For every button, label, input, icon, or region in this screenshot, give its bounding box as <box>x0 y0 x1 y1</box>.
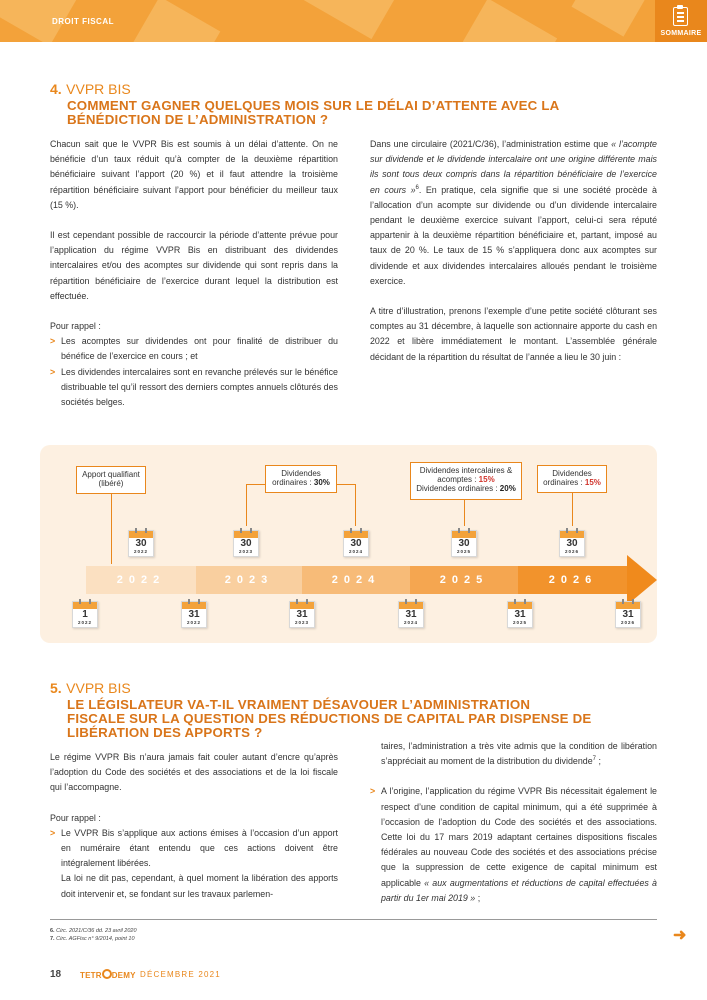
quote: « aux augmentations et réductions de capital effectuées à partir du 1er mai 2019 » <box>381 877 657 903</box>
section-title-line: FISCALE SUR LA QUESTION DES RÉDUCTIONS DE CAPITAL PAR DISPENSE DE <box>67 711 592 726</box>
logo-text: TETR <box>80 971 102 980</box>
chevron-right-icon: > <box>50 827 56 838</box>
calendar-icon <box>398 601 424 628</box>
header-decoration <box>463 0 557 42</box>
text-run: . En pratique, cela signifie que si une société procède à l’allocation d’un acompte sur dividende ou d’un dividende intercalaire pendant le deuxième exercice suivant l’apport, celui-ci sera réputé appartenir à la deuxième répartition bénéficiaire et, partant, imposé au taux de 20 %. Le taux de 15 % s’appliquera donc aux acomptes sur dividende et aux dividendes intercalaires alloués pendant le troisième exercice. <box>370 184 657 286</box>
section-number: 4. <box>50 81 62 97</box>
timeline-arrow-head <box>627 555 657 605</box>
list-item-text: Le VVPR Bis s’applique aux actions émises à l’occasion d’un apport en numéraire étant entendu que ces actions doivent être intégralement libérées. <box>61 827 338 869</box>
tetracademy-logo <box>80 969 136 980</box>
timeline-box-intercalaires <box>410 462 522 500</box>
timeline-box-text: Dividendes ordinaires : <box>416 484 498 493</box>
timeline-box-text: Dividendes ordinaires : <box>272 469 321 487</box>
paragraph: Le régime VVPR Bis n’aura jamais fait couler autant d’encre qu’après l’adoption du Code des sociétés et des associations et de la loi fiscale qui l’accompagne. <box>50 752 338 793</box>
footnote-ref[interactable]: 7 <box>592 756 596 763</box>
footnote-divider <box>50 919 657 920</box>
paragraph <box>370 739 657 769</box>
section-title-line: LIBÉRATION DES APPORTS ? <box>67 725 263 740</box>
calendar-icon <box>615 601 641 628</box>
calendar-icon <box>451 530 477 557</box>
section-title-line: BÉNÉDICTION DE L’ADMINISTRATION ? <box>67 112 329 127</box>
chevron-right-icon: > <box>370 786 376 797</box>
text-run: ; <box>596 756 601 767</box>
header-decoration <box>130 0 221 42</box>
header-decoration <box>572 0 649 37</box>
paragraph: Il est cependant possible de raccourcir la période d’attente prévue pour l’application du régime VVPR Bis en distribuant des dividendes intercalaires et/ou des acomptes sur dividende qui sont repris dans la répartition bénéficiaire de l’exercice durant lequel la distribution est effectuée. <box>50 230 338 301</box>
rate-value: 15% <box>478 475 495 484</box>
calendar-icon <box>559 530 585 557</box>
calendar-icon <box>233 530 259 557</box>
footnote-number: 6. <box>50 928 55 934</box>
calendar-year: 2022 <box>133 549 148 554</box>
calendar-icon <box>343 530 369 557</box>
section-kicker: VVPR BIS <box>66 680 131 696</box>
page-header <box>0 0 707 42</box>
header-decoration <box>294 0 397 39</box>
sommaire-button[interactable] <box>655 0 707 42</box>
clipboard-icon <box>673 7 688 26</box>
list-item-text: A l’origine, l’application du régime VVPR Bis nécessitait également le respect d’une condition de capital minimum, qui a été supprimée à l’occasion de l’adoption du Code des sociétés et des associations. Cette loi du 17 mars 2019 adaptant certaines dispositions fiscales fédérales au nouveau Code des sociétés et des associations précise que la suppression de cette exigence de capital minimum est applicable <box>381 786 657 888</box>
calendar-year: 2024 <box>348 549 363 554</box>
timeline-box-text: acomptes : <box>437 475 477 484</box>
calendar-year: 2022 <box>186 620 201 625</box>
calendar-day: 31 <box>188 609 200 620</box>
timeline-box-line <box>414 475 518 484</box>
timeline-year: 2024 <box>331 574 381 586</box>
calendar-day: 31 <box>514 609 526 620</box>
calendar-icon <box>72 601 98 628</box>
bullet-list <box>50 826 338 902</box>
calendar-day: 1 <box>82 609 88 620</box>
calendar-year: 2025 <box>512 620 527 625</box>
quote: « l’acompte sur dividende et le dividende intercalaire ont une origine différente mais ils sont tous deux compris dans la répartition bénéficiaire de l’exercice en cours » <box>370 139 657 195</box>
section-4-left-column <box>50 137 338 425</box>
footnote-text: Circ. AGFisc n° 9/2014, point 10 <box>56 936 135 942</box>
list-item-text: La loi ne dit pas, cependant, à quel moment la libération des apports doit intervenir et, se fondant sur les travaux parlemen- <box>61 873 338 899</box>
calendar-day: 30 <box>135 538 147 549</box>
calendar-icon <box>289 601 315 628</box>
sommaire-label: SOMMAIRE <box>660 30 702 37</box>
calendar-year: 2023 <box>294 620 309 625</box>
list-item-text: Les acomptes sur dividendes ont pour finalité de distribuer du bénéfice de l’exercice en cours ; et <box>61 336 338 362</box>
rate-value: 20% <box>499 484 516 493</box>
section-title-line: COMMENT GAGNER QUELQUES MOIS SUR LE DÉLAI D’ATTENTE AVEC LA <box>67 98 560 113</box>
calendar-day: 30 <box>458 538 470 549</box>
calendar-icon <box>507 601 533 628</box>
chevron-right-icon: > <box>50 366 56 377</box>
list-intro: Pour rappel : <box>50 812 101 823</box>
section-kicker: VVPR BIS <box>66 81 131 97</box>
section-title-line: LE LÉGISLATEUR VA-T-IL VRAIMENT DÉSAVOUER L’ADMINISTRATION <box>67 697 531 712</box>
rate-value: 30% <box>313 478 330 487</box>
rate-value: 15% <box>584 478 601 487</box>
list-item <box>50 365 338 411</box>
calendar-day: 30 <box>566 538 578 549</box>
footnote <box>50 935 135 943</box>
gear-icon <box>102 969 112 979</box>
footnote <box>50 927 137 935</box>
section-4-right-column <box>370 137 657 380</box>
text-run: ; <box>475 892 481 903</box>
calendar-year: 2025 <box>456 549 471 554</box>
timeline-year: 2022 <box>116 574 166 586</box>
next-page-arrow-icon[interactable]: ➜ <box>673 927 687 944</box>
section-4-heading <box>50 81 660 127</box>
timeline-year: 2026 <box>548 574 598 586</box>
timeline-year: 2025 <box>439 574 489 586</box>
list-item <box>50 334 338 364</box>
calendar-year: 2024 <box>403 620 418 625</box>
calendar-day: 31 <box>405 609 417 620</box>
section-5-left-column <box>50 750 338 917</box>
text-run: Dans une circulaire (2021/C/36), l’administration estime que <box>370 139 612 149</box>
paragraph <box>370 137 657 289</box>
logo-text: DEMY <box>111 971 136 980</box>
calendar-icon <box>128 530 154 557</box>
footnote-text: Circ. 2021/C/36 dd. 23 avril 2020 <box>56 928 137 934</box>
footnote-ref[interactable]: 6 <box>415 184 419 191</box>
footnote-number: 7. <box>50 936 55 942</box>
bullet-list <box>370 784 657 906</box>
calendar-day: 31 <box>622 609 634 620</box>
timeline-box-dividends-30 <box>265 465 337 493</box>
list-item <box>50 826 338 902</box>
chevron-right-icon: > <box>50 336 56 347</box>
calendar-day: 31 <box>296 609 308 620</box>
timeline-box-text: Dividendes ordinaires : <box>543 469 592 487</box>
calendar-year: 2022 <box>77 620 92 625</box>
paragraph: Chacun sait que le VVPR Bis est soumis à un délai d’attente. On ne bénéficie d’un taux réduit qu’à compter de la deuxième répartition bénéficiaire suivant l’apport (20 %) et il faut attendre la troisième répartition bénéficiaire suivant l’apport pour bénéficier du meilleur taux (15 %). <box>50 139 338 210</box>
timeline-connector <box>111 494 112 564</box>
calendar-day: 30 <box>240 538 252 549</box>
bullet-list <box>50 334 338 410</box>
list-intro: Pour rappel : <box>50 321 101 332</box>
timeline-box-text: Apport qualifiant (libéré) <box>82 470 140 488</box>
calendar-year: 2026 <box>620 620 635 625</box>
list-item <box>370 784 657 906</box>
section-number: 5. <box>50 680 62 696</box>
section-label: DROIT FISCAL <box>52 17 114 26</box>
list-item-text: Les dividendes intercalaires sont en revanche prélevés sur le bénéfice distribuable tel qu’il ressort des derniers comptes annuels clôturés des sociétés belges. <box>61 366 338 408</box>
timeline-year: 2023 <box>224 574 274 586</box>
calendar-year: 2026 <box>564 549 579 554</box>
timeline-box-dividends-15 <box>537 465 607 493</box>
timeline-box-text: Dividendes intercalaires & <box>419 466 513 475</box>
paragraph: A titre d’illustration, prenons l’exemple d’une petite société clôturant ses comptes au 31 décembre, à laquelle son actionnaire apporte du cash en 2022 et libère immédiatement le montant. L’assemblée générale décidant de la répartition du résultat de l’année a lieu le 30 juin : <box>370 306 657 362</box>
timeline-connector <box>464 500 465 526</box>
page-number: 18 <box>50 969 62 980</box>
calendar-year: 2023 <box>238 549 253 554</box>
text-run: taires, l’administration a très vite admis que la condition de libération s’appréciait au moment de la distribution du dividende <box>381 741 657 767</box>
section-5-heading <box>50 680 660 740</box>
issue-date: DÉCEMBRE 2021 <box>140 970 221 979</box>
calendar-icon <box>181 601 207 628</box>
calendar-day: 30 <box>350 538 362 549</box>
section-5-right-column <box>370 739 657 921</box>
timeline-box-apport <box>76 466 146 494</box>
timeline-connector <box>572 493 573 526</box>
timeline-box-line <box>414 484 518 493</box>
